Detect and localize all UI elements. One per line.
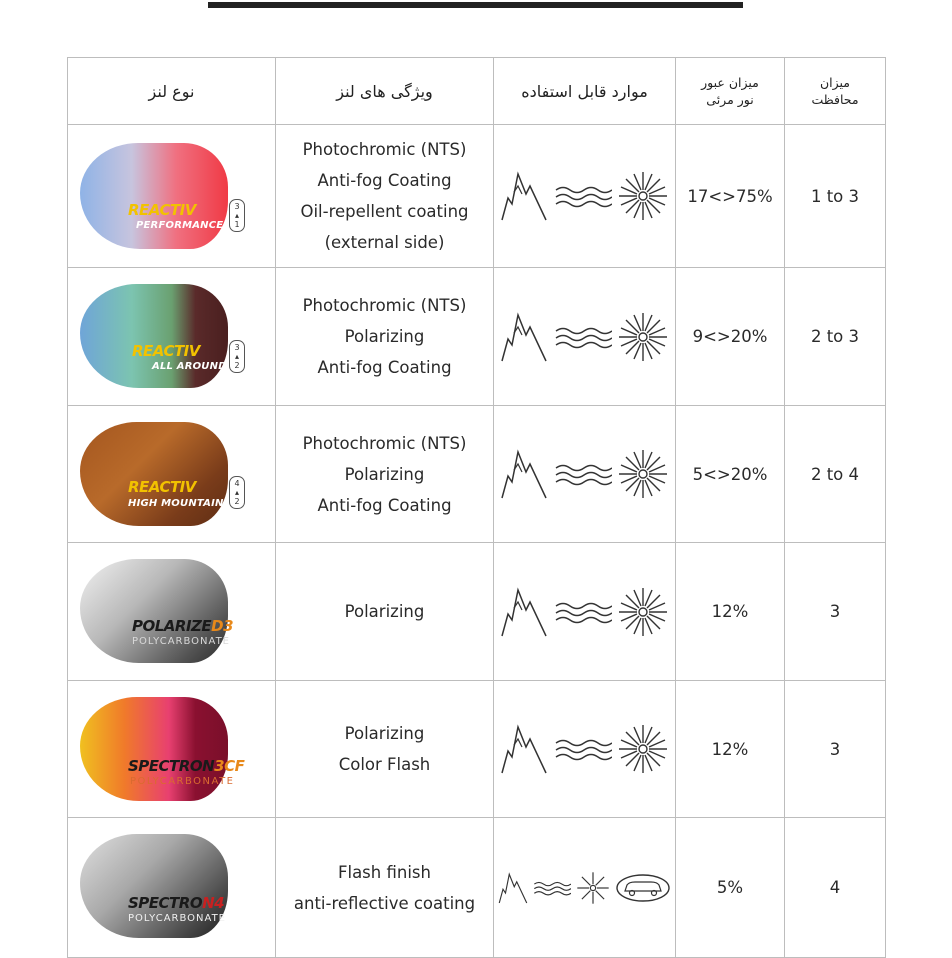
lens-sub: ALL AROUND — [152, 361, 227, 372]
mountain-icon — [500, 723, 548, 775]
usage-icons — [494, 268, 676, 406]
lens-features: Photochromic (NTS) Polarizing Anti-fog Coating — [276, 406, 494, 543]
category-scale: 4 ▴ 2 — [229, 476, 245, 509]
car-icon — [615, 873, 671, 903]
usage-icons — [494, 818, 676, 958]
lens-brand: REACTIV — [128, 478, 196, 496]
table-row — [68, 268, 886, 406]
usage-icons — [494, 125, 676, 268]
table-row — [68, 543, 886, 681]
lens-sub: PERFORMANCE — [136, 220, 224, 231]
sun-icon — [617, 311, 669, 363]
sun-icon — [576, 871, 610, 905]
lens-features: Polarizing Color Flash — [276, 681, 494, 818]
lens-features: Photochromic (NTS) Polarizing Anti-fog Coating — [276, 268, 494, 406]
lens-image-cell — [68, 543, 276, 681]
lens-sub: POLYCARBONATE — [132, 636, 231, 647]
header-usage: موارد قابل استفاده — [494, 58, 676, 125]
protection-value: 2 to 3 — [785, 268, 886, 406]
transmission-value: 17<>75% — [676, 125, 785, 268]
lens-image-cell — [68, 818, 276, 958]
protection-value: 3 — [785, 681, 886, 818]
usage-icons — [494, 406, 676, 543]
mountain-icon — [500, 311, 548, 363]
protection-value: 3 — [785, 543, 886, 681]
table-row — [68, 125, 886, 268]
sun-icon — [617, 586, 669, 638]
table-row — [68, 681, 886, 818]
category-scale: 3 ▴ 2 — [229, 340, 245, 373]
water-waves-icon — [554, 737, 612, 761]
category-scale: 3 ▴ 1 — [229, 199, 245, 232]
water-waves-icon — [554, 325, 612, 349]
lens-sub: HIGH MOUNTAIN — [128, 498, 224, 509]
lens-features: Polarizing — [276, 543, 494, 681]
lens-brand: REACTIV — [128, 201, 196, 219]
lens-brand: SPECTRON4 — [128, 894, 225, 912]
transmission-value: 9<>20% — [676, 268, 785, 406]
lens-brand: REACTIV — [132, 342, 200, 360]
lens-image — [80, 422, 228, 526]
lens-image-cell — [68, 125, 276, 268]
mountain-icon — [500, 170, 548, 222]
lens-image-cell — [68, 406, 276, 543]
lens-sub: POLYCARBONATE — [128, 913, 227, 924]
water-waves-icon — [554, 184, 612, 208]
lens-image — [80, 559, 231, 663]
table-row — [68, 406, 886, 543]
mountain-icon — [498, 871, 528, 905]
protection-value: 1 to 3 — [785, 125, 886, 268]
lens-image — [80, 284, 228, 388]
lens-image-cell — [68, 681, 276, 818]
mountain-icon — [500, 448, 548, 500]
transmission-value: 12% — [676, 681, 785, 818]
header-protection: میزان محافظت — [785, 58, 886, 125]
header-transmission: میزان عبور نور مرئی — [676, 58, 785, 125]
lens-features: Photochromic (NTS) Anti-fog Coating Oil-repellent coating (external side) — [276, 125, 494, 268]
transmission-value: 12% — [676, 543, 785, 681]
lens-brand: POLARIZED3 — [132, 617, 234, 635]
table-row — [68, 818, 886, 958]
top-divider-bar — [208, 2, 743, 8]
water-waves-icon — [533, 879, 571, 897]
usage-icons — [494, 543, 676, 681]
header-lens-type: نوع لنز — [68, 58, 276, 125]
lens-features: Flash finish anti-reflective coating — [276, 818, 494, 958]
lens-image-cell — [68, 268, 276, 406]
sun-icon — [617, 170, 669, 222]
transmission-value: 5<>20% — [676, 406, 785, 543]
lens-comparison-table — [67, 57, 886, 958]
lens-brand: SPECTRON3CF — [128, 757, 245, 775]
header-row — [68, 58, 886, 125]
protection-value: 2 to 4 — [785, 406, 886, 543]
water-waves-icon — [554, 600, 612, 624]
lens-sub: POLYCARBONATE — [130, 776, 235, 787]
water-waves-icon — [554, 462, 612, 486]
transmission-value: 5% — [676, 818, 785, 958]
protection-value: 4 — [785, 818, 886, 958]
sun-icon — [617, 723, 669, 775]
header-features: ویژگی های لنز — [276, 58, 494, 125]
usage-icons — [494, 681, 676, 818]
lens-image — [80, 143, 228, 249]
sun-icon — [617, 448, 669, 500]
mountain-icon — [500, 586, 548, 638]
